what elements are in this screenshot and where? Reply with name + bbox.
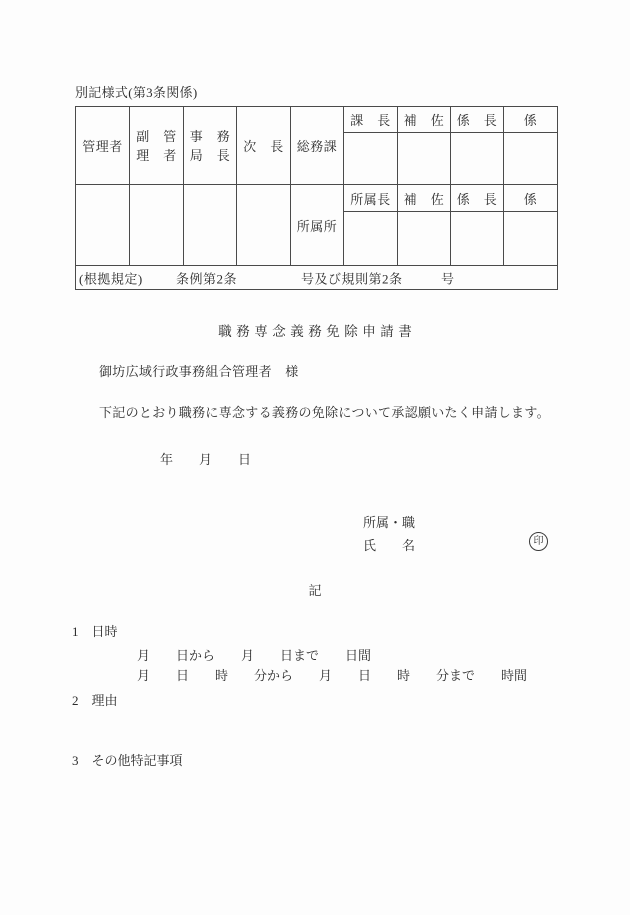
item-reason [72,690,118,709]
record-heading: 記 [308,583,322,598]
date-blank-line: 年 月 日 [160,452,252,467]
secretary-line2: 局 長 [189,147,231,163]
stamp-cell-section-chief [344,133,398,185]
header-staff2: 係 [504,185,558,212]
header-assistant2: 補 佐 [398,185,451,212]
cell-administrator: 管理者 [76,107,130,185]
stamp-cell-subsection-chief [451,133,504,185]
cell-vice-chief: 次 長 [237,107,291,185]
item-label: 日時 [91,624,118,639]
basis-label: (根拠規定) [79,271,143,286]
cell-affiliated-office: 所属所 [291,185,344,266]
stamp-cell-subsection-chief2 [451,212,504,266]
item-datetime [72,621,118,640]
name-label: 氏 名 [363,538,416,553]
request-sentence: 下記のとおり職務に専念する義務の免除について承認願いたく申請します。 [99,405,550,420]
approval-table [75,106,558,290]
stamp-cell-deputy-administrator [130,185,184,266]
basis-number: 号 [441,271,455,286]
header-subsection-chief2: 係 長 [451,185,504,212]
stamp-cell-staff [504,133,558,185]
item-other-notes [72,750,183,769]
header-assistant: 補 佐 [398,107,451,133]
item-number: 1 [72,624,79,639]
affiliation-label: 所属・職 [363,515,416,530]
seal-mark-icon [529,532,548,551]
cell-deputy-administrator [130,107,184,185]
stamp-cell-staff2 [504,212,558,266]
cell-secretary-general [184,107,237,185]
header-section-chief: 課 長 [344,107,398,133]
header-office-head: 所属長 [344,185,398,212]
item-label: 理由 [91,693,118,708]
item-label: その他特記事項 [91,753,183,768]
addressee-line: 御坊広域行政事務組合管理者 様 [99,364,299,379]
stamp-cell-assistant [398,133,451,185]
form-title: 職務専念義務免除申請書 [218,324,417,339]
stamp-cell-vice-chief [237,185,291,266]
item-number: 3 [72,753,79,768]
form-note: 別記様式(第3条関係) [75,85,198,100]
deputy-line1: 副 管 [136,128,177,144]
stamp-cell-administrator [76,185,130,266]
stamp-cell-office-head [344,212,398,266]
datetime-hours-line: 月 日 時 分から 月 日 時 分まで 時間 [137,668,528,683]
cell-general-affairs: 総務課 [291,107,344,185]
basis-rule: 号及び規則第2条 [301,271,403,286]
item-number: 2 [72,693,79,708]
seal-character: 印 [533,535,544,547]
secretary-line1: 事 務 [189,128,231,144]
datetime-days-line: 月 日から 月 日まで 日間 [137,648,372,663]
header-staff: 係 [504,107,558,133]
basis-ordinance: 条例第2条 [176,271,238,286]
deputy-line2: 理 者 [136,147,177,163]
header-subsection-chief: 係 長 [451,107,504,133]
stamp-cell-secretary-general [184,185,237,266]
stamp-cell-assistant2 [398,212,451,266]
basis-row [76,266,558,290]
